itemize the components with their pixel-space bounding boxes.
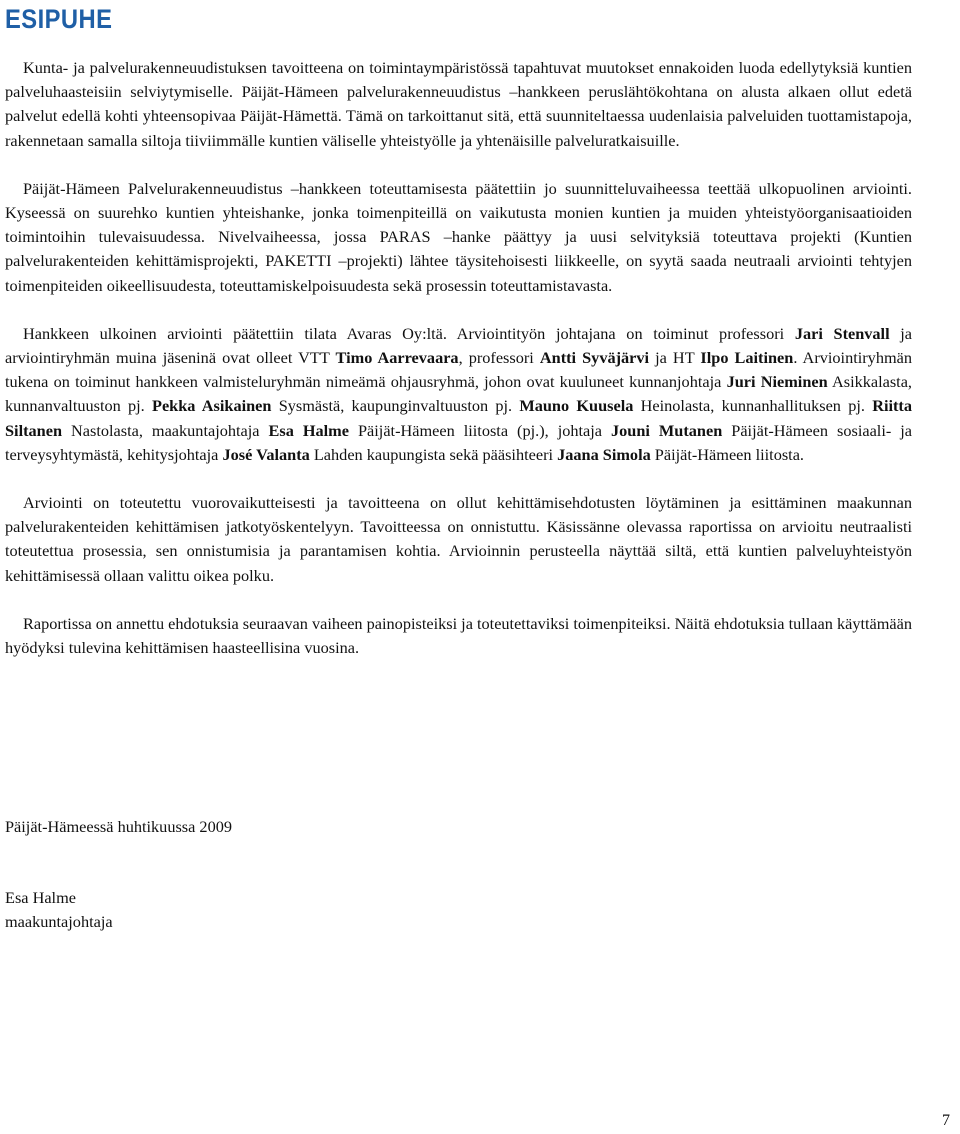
text-run: Heinolasta, kunnanhallituksen pj.	[633, 396, 873, 416]
text-run: Päijät-Hämeen liitosta (pj.), johtaja	[348, 420, 612, 440]
text-run: Arviointi on toteutettu vuorovaikutteisesti ja tavoitteena on ollut kehittämisehdotusten löytäminen ja esittäminen maakunnan palvelurakenteiden kehittämisen jatkotyöskentelyyn. Tavoitteessa on onnistuttu. Käsissänne olevassa raportissa on arvioitu neutraalisti toteutettua prosessia, sen onnistumisia ja parantamisen kohtia. Arvioinnin perusteella näyttää siltä, että kuntien palveluyhteistyön kehittämisessä ollaan valittu oikea polku.	[5, 493, 912, 585]
text-run: Päijät-Hämeen Palvelurakenneuudistus –hankkeen toteuttamisesta päätettiin jo suunnitteluvaiheessa teettää ulkopuolinen arviointi. Kyseessä on suurehko kuntien yhteishanke, jonka toimenpiteillä on vaikutusta monien kuntien ja muiden yhteistyöorganisaatioiden toimintoihin tulevaisuudessa. Nivelvaiheessa, jossa PARAS –hanke päättyy ja uusi selvityksiä toteuttava projekti (Kuntien palvelurakenteiden kehittämisprojekti, PAKETTI –projekti) lähtee täysitehoisesti liikkeelle, on syytä saada neutraali arviointi tehtyjen toimenpiteiden oikeellisuudesta, toteuttamiskelpoisuudesta sekä prosessin toteuttamistavasta.	[5, 178, 912, 295]
paragraph-2	[5, 177, 912, 298]
text-run: . Arviointiryhmän tukena on toiminut hankkeen valmisteluryhmän nimeämä ohjausryhmä, johon ovat kuuluneet kunnanjohtaja	[5, 348, 912, 392]
paragraph-3	[5, 322, 912, 467]
text-run: Lahden kaupungista sekä pääsihteeri	[309, 444, 558, 464]
foreword-body	[5, 56, 912, 684]
person-name: Riitta Siltanen	[5, 396, 912, 440]
paragraph-1	[5, 56, 912, 153]
signature-title: maakuntajohtaja	[5, 912, 113, 931]
text-run: Raportissa on annettu ehdotuksia seuraavan vaiheen painopisteiksi ja toteutettaviksi toimenpiteiksi. Näitä ehdotuksia tullaan käyttämään hyödyksi tulevina kehittämisen haasteellisina vuosina.	[5, 613, 912, 658]
text-run: Asikkalasta, kunnanvaltuuston pj.	[5, 372, 913, 416]
text-run: Päijät-Hämeen sosiaali- ja terveysyhtymästä, kehitysjohtaja	[5, 420, 913, 464]
person-name: Timo Aarrevaara	[335, 348, 459, 368]
person-name: Ilpo Laitinen	[700, 348, 794, 368]
text-run: ja arviointiryhmän muina jäseninä ovat olleet VTT	[5, 323, 913, 368]
person-name: Jouni Mutanen	[611, 420, 723, 440]
page-title: ESIPUHE	[5, 4, 113, 34]
person-name: Esa Halme	[268, 420, 349, 440]
person-name: Pekka Asikainen	[152, 396, 272, 416]
signature-name: Esa Halme	[5, 888, 76, 907]
text-run: , professori	[458, 348, 540, 368]
text-run: Nastolasta, maakuntajohtaja	[62, 420, 269, 440]
text-run: Sysmästä, kaupunginvaltuuston pj.	[271, 396, 520, 416]
text-run: Päijät-Hämeen liitosta.	[650, 444, 805, 464]
person-name: Antti Syväjärvi	[539, 348, 650, 368]
text-run: Kunta- ja palvelurakenneuudistuksen tavoitteena on toimintaympäristössä tapahtuvat muutokset ennakoiden luoda edellytyksiä kuntien palveluhaasteisiin selviytymiselle. Päijät-Hämeen palvelurakenneuudistus –hankkeen peruslähtökohtana on alusta alkaen ollut edetä palvelut edellä kohti yhteensopivaa Päijät-Hämettä. Tämä on tarkoittanut sitä, että suunniteltaessa uudenlaisia palveluiden tuottamistapoja, rakennetaan samalla siltoja tiiviimmälle kuntien väliselle yhteistyölle ja yhtenäisille palveluratkaisuille.	[5, 58, 912, 150]
page-number: 7	[942, 1112, 950, 1129]
person-name: Mauno Kuusela	[519, 396, 634, 416]
place-date: Päijät-Hämeessä huhtikuussa 2009	[5, 817, 232, 836]
text-run: ja HT	[649, 348, 701, 368]
paragraph-4	[5, 491, 912, 588]
person-name: Jari Stenvall	[794, 323, 890, 343]
person-name: Juri Nieminen	[726, 372, 828, 392]
text-run: Hankkeen ulkoinen arviointi päätettiin tilata Avaras Oy:ltä. Arviointityön johtajana on toiminut professori	[23, 323, 795, 343]
person-name: José Valanta	[222, 444, 310, 464]
person-name: Jaana Simola	[557, 444, 651, 464]
paragraph-5	[5, 612, 912, 660]
